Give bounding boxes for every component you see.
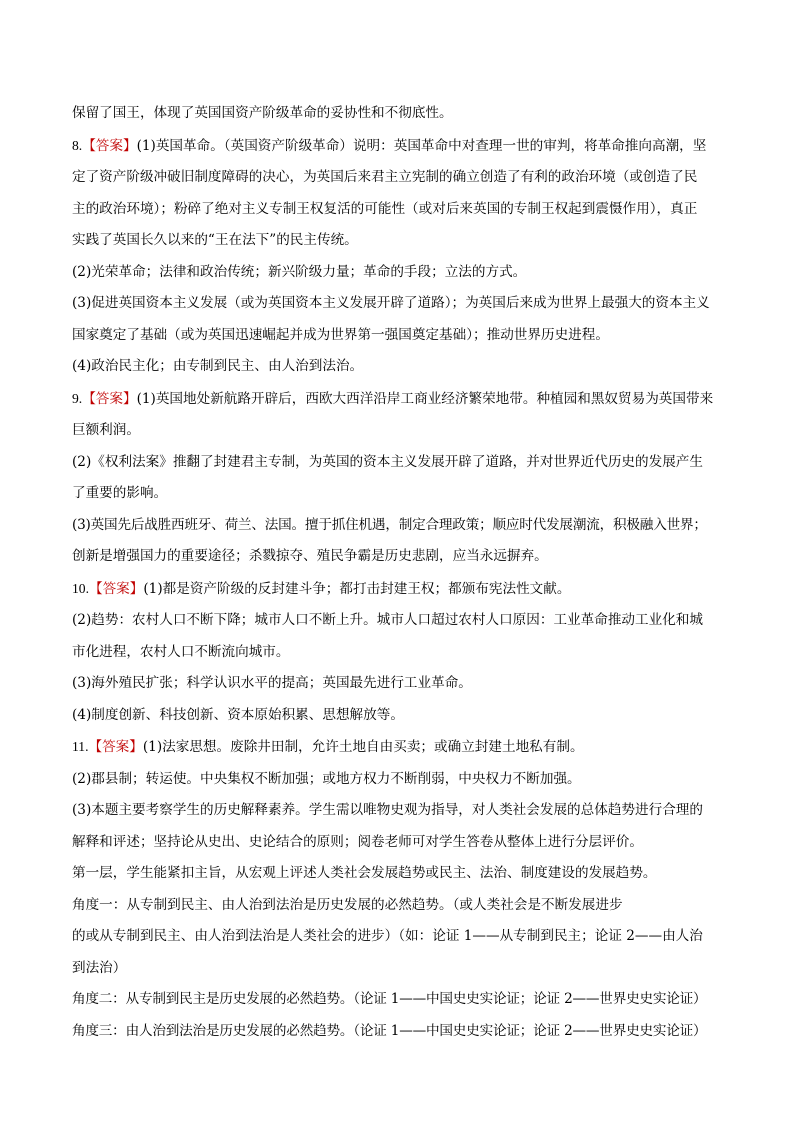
text-line: 主的政治环境）；粉碎了绝对主义专制王权复活的可能性（或对后来英国的专制王权起到震慑作用），真正 <box>72 200 698 217</box>
text-line: 创新是增强国力的重要途径；杀戮掠夺、殖民争霸是历史悲剧，应当永远摒弃。 <box>72 548 548 564</box>
answer-line-q8: 8.【答案】(1)英国革命。（英国资产阶级革命）说明：英国革命中对查理一世的审判，将革命推向高潮，坚 <box>72 137 707 154</box>
text-line: (3)本题主要考察学生的历史解释素养。学生需以唯物史观为指导，对人类社会发展的总体趋势进行合理的 <box>72 802 703 818</box>
text-line: (2)《权利法案》推翻了封建君主专制，为英国的资本主义发展开辟了道路，并对世界近代历史的发展产生 <box>72 453 703 470</box>
text-line: (4)制度创新、科技创新、资本原始积累、思想解放等。 <box>72 706 404 723</box>
document-page <box>72 98 724 1047</box>
text-line: 实践了英国长久以来的“王在法下”的民主传统。 <box>72 232 358 248</box>
text-line: (3)海外殖民扩张；科学认识水平的提高；英国最先进行工业革命。 <box>72 675 472 691</box>
text-line: (4)政治民主化；由专制到民主、由人治到法治。 <box>72 358 364 374</box>
text-line: 巨额利润。 <box>72 422 140 438</box>
text-line: (3)促进英国资本主义发展（或为英国资本主义发展开辟了道路）；为英国后来成为世界上最强大的资本主义 <box>72 295 710 311</box>
answer-label: 【答案】 <box>82 390 137 407</box>
text-line: 第一层，学生能紧扣主旨，从宏观上评述人类社会发展趋势或民主、法治、制度建设的发展趋势。 <box>72 865 657 881</box>
text-line: (3)英国先后战胜西班牙、荷兰、法国。擅于抓住机遇，制定合理政策；顺应时代发展潮流，积极融入世界； <box>72 516 707 533</box>
text-line: 到法治） <box>72 959 127 976</box>
text-line: 解释和评述；坚持论从史出、史论结合的原则；阅卷老师可对学生答卷从整体上进行分层评价。 <box>72 833 643 850</box>
question-number: 10. <box>72 580 89 596</box>
text-line: 了重要的影响。 <box>72 485 168 501</box>
text-line: 市化进程，农村人口不断流向城市。 <box>72 643 290 660</box>
text-line: 定了资产阶级冲破旧制度障碍的决心，为英国后来君主立宪制的确立创造了有利的政治环境（或创造了民 <box>72 169 698 185</box>
answer-line-q10: 10.【答案】(1)都是资产阶级的反封建斗争；都打击封建王权；都颁布宪法性文献。 <box>72 580 571 597</box>
answer-line-q9: 9.【答案】(1)英国地处新航路开辟后，西欧大西洋沿岸工商业经济繁荣地带。种植园和黑奴贸易为英国带来 <box>72 390 714 407</box>
question-number: 8. <box>72 137 83 153</box>
answer-line-q11: 11.【答案】(1)法家思想。废除井田制，允许土地自由买卖；或确立封建土地私有制。 <box>72 739 584 755</box>
text-line: 保留了国王，体现了英国国资产阶级革命的妥协性和不彻底性。 <box>72 105 453 121</box>
text-line: 角度一：从专制到民主、由人治到法治是历史发展的必然趋势。（或人类社会是不断发展进步 <box>72 896 623 913</box>
text-line: (2)光荣革命；法律和政治传统；新兴阶级力量；革命的手段；立法的方式。 <box>72 263 527 280</box>
question-number: 9. <box>72 390 83 406</box>
answer-label: 【答案】 <box>89 580 144 597</box>
text-line: 角度三：由人治到法治是历史发展的必然趋势。（论证 1——中国史史实论证；论证 2——世界史史实论证） <box>72 1022 707 1039</box>
question-number: 11. <box>72 739 89 754</box>
text-line: 角度二：从专制到民主是历史发展的必然趋势。（论证 1——中国史史实论证；论证 2——世界史史实论证） <box>72 991 707 1007</box>
text-line: (2)郡县制；转运使。中央集权不断加强；或地方权力不断削弱，中央权力不断加强。 <box>72 770 581 787</box>
text-line: 的或从专制到民主、由人治到法治是人类社会的进步）（如：论证 1——从专制到民主；论证 2——由人治 <box>72 928 703 944</box>
answer-label: 【答案】 <box>82 137 137 154</box>
answer-label: 【答案】 <box>88 739 143 755</box>
text-line: 国家奠定了基础（或为英国迅速崛起并成为世界第一强国奠定基础）；推动世界历史进程。 <box>72 326 609 343</box>
text-line: (2)趋势：农村人口不断下降；城市人口不断上升。城市人口超过农村人口原因：工业革命推动工业化和城 <box>72 612 703 628</box>
